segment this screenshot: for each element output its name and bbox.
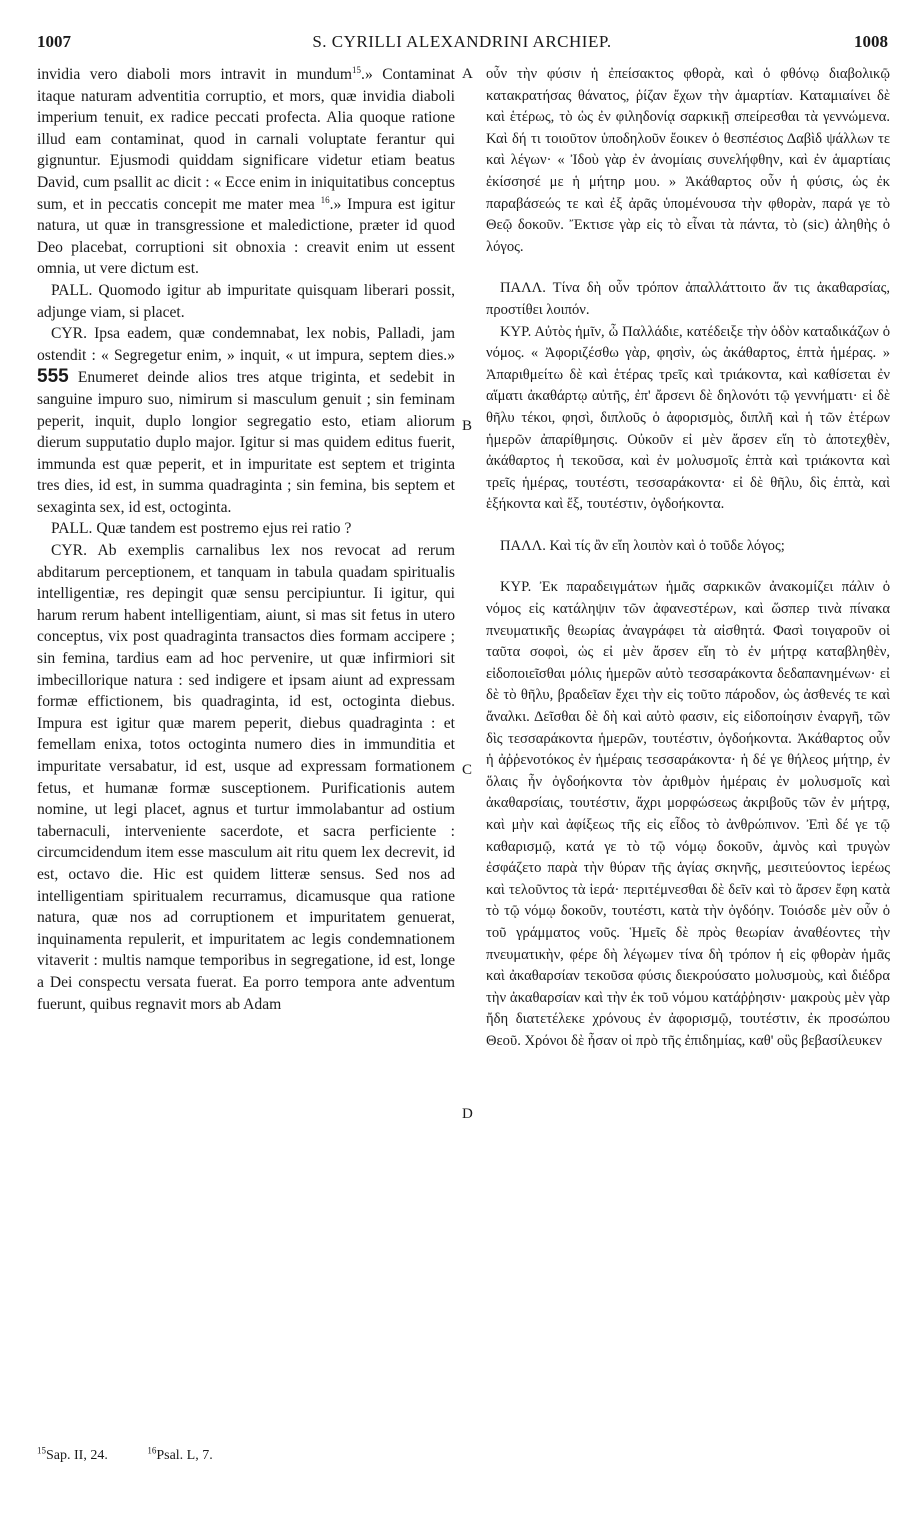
speaker-label: ΠΑΛΛ. [500,280,546,297]
latin-paragraph [37,518,455,540]
paragraph-gap [486,557,890,577]
latin-text: Ab exemplis carnalibus lex nos revocat ad rerum abditarum perceptionem, et tanquam in tabula quadam spiritualis intelligentiæ, res depingit quæ sensu percipiuntur. Ii igitur, qui harum rerum habent intelligentiam, aiunt, si mas sit fetus in utero conceptus, vix post quadraginta transactos dies formam accipere ; sin femina, tardius eam ad hoc pervenire, ut quæ infirmiori sit imbecillorique natura : sed indigere et ipsam aiunt ad expressam formæ effictionem, bis quadraginta, id est, octoginta diebus. Impura est igitur quæ marem peperit, diebus quadraginta : et femellam enixa, totos octoginta numero dies in immunditia et impuritate versabatur, id est, usque ad expressam formationem fetus, et humanæ formæ susceptionem. Purificationis autem nomine, ut legi placet, agnus et turtur immolabantur ad ostium tabernaculi, interveniente sacerdote, et sacra perficiente : circumcidendum item esse masculum ait ritu quem lex decrevit, id est, octavo die. Hic est quidem litteræ sensus. Sed nos ad intelligentiam spiritualem recurramus, dicamusque qua ratione natura, quæ nos ad corruptionem et impuritatem genuerat, inquinamenta repulerit, et impuritatem ac legis condemnationem vitaverit : multis namque temporibus in segregatione, id est, longe a Dei conspectu versata fuerat. Ea porro tempora ante adventum fuerunt, quibus regnavit mors ab Adam [37,542,455,1013]
speaker-label: ΠΑΛΛ. [500,537,546,554]
running-header [0,32,924,62]
footnote-ref: 16 [320,194,330,205]
footnote-text: Sap. II, 24. [46,1448,108,1463]
greek-text: Καὶ τίς ἂν εἴη λοιπὸν καὶ ὁ τοῦδε λόγος; [549,537,785,554]
latin-text: Quomodo igitur ab impuritate quisquam liberari possit, adjunge viam, si placet. [37,281,455,321]
footnote-text: Psal. L, 7. [156,1448,213,1463]
greek-paragraph [486,536,890,558]
greek-paragraph [486,322,890,516]
greek-paragraph [486,278,890,321]
footnote-number: 15 [37,1445,46,1456]
speaker-label: ΚΥΡ. [500,323,532,340]
margin-marker-c: C [462,762,473,778]
paragraph-gap [486,258,890,278]
footnote-16 [147,1445,230,1463]
latin-text: .» Contaminat itaque naturam adventitia corruptio, et mors, quæ invidia diaboli imperium tenuit, ex radice peccati profecta. Alia quoque ratione illud eam contaminat, quod in carnali voluptate ferantur qui gignuntur. Ejusmodi quiddam significare videtur etiam beatus David, cum psallit ac dicit : « Ecce enim in iniquitatibus conceptus sum, et in peccatis concepit me mater mea [37,66,455,213]
latin-text: invidia vero diaboli mors intravit in mundum [37,66,353,83]
latin-paragraph [37,280,455,323]
greek-paragraph [486,577,890,1052]
speaker-label: CYR. [51,325,87,343]
margin-marker-b: B [462,418,473,434]
greek-text: Ἐκ παραδειγμάτων ἡμᾶς σαρκικῶν ἀνακομίζει πάλιν ὁ νόμος εἰς κατάληψιν τῶν ἀφανεστέρων, καὶ ὥσπερ τινὰ πίνακα πνευματικῆς θεωρίας ἀναγράφει τὰ αἰσθητά. Φασὶ τοιγαροῦν οἱ ταῦτα σοφοὶ, ὡς εἰ μὲν ἄρσεν εἴη τὸ ἐν μήτρᾳ καταβληθὲν, εἰδοποιεῖσθαι μόλις ἡμερῶν αὐτὸ τεσσαράκοντα δεδαπανημένων· εἰ δὲ τὸ θῆλυ, βραδεῖαν ἔχει τὴν εἰς τοῦτο πάροδον, ὡς ἀσθενές τε καὶ ἄναλκι. Δεῖσθαι δὲ δὴ καὶ αὐτὸ φασιν, εἰς εἰδοποίησιν ἐναργῆ, τῶν δὶς τεσσαράκοντα ἡμερῶν, τουτέστιν, ὀγδοήκοντα. Ἀκάθαρτος οὖν ἡ ἀῤῥενοτόκος ἐν ἡμέραις τεσσαράκοντα· ἡ δέ γε θήλεος μήτηρ, ἐν ὅλαις ἦν ὀγδοήκοντα τὸν ἀριθμὸν ἡμέραις ἐν μολυσμοῖς καὶ ἀκαθαρσίαις, τουτέστιν, ἄχρι μορφώσεως ἀκριβοῦς τῶν ἐν μήτρᾳ, καὶ μὴν καὶ ἀφίξεως τῆς εἰς εἶδος τὸ ἀνθρώπινον. Ἐπὶ δέ γε τῷ καθαρισμῷ, κατά γε τὸ τῷ νόμῳ δοκοῦν, ἀμνὸς καὶ τρυγὼν ἐσφάζετο παρὰ τὴν θύραν τῆς ἁγίας σκηνῆς, μεσιτεύοντος ἱερέως καὶ τελοῦντος τὰ ἱερά· περιτέμνεσθαι δὲ δεῖν καὶ τὸ ἄρσεν ἔφη κατὰ τὸ τῷ νόμῳ δοκοῦν, τουτέστι, κατὰ τὴν ὀγδόην. Τοιόσδε μὲν οὖν ὁ τοῦ γράμματος νοῦς. Ἡμεῖς δὲ πρὸς θεωρίαν ἀναθέοντες τὴν πνευματικὴν, φέρε δὴ λέγωμεν τίνα δὴ τρόπον ἡ εἰς φθορὰν ἡμᾶς καὶ ἀκαθαρσίαν τεκοῦσα φύσις διεκρούσατο μολυσμοὺς, καὶ διέδρα τὴν ἀκαθαρσίαν καὶ τὴν ἐκ τοῦ νόμου κατάῤῥησιν· μακροὺς μὲν γὰρ ἤδη διατετέλεκε χρόνους ἐν ἀφορισμῷ, τουτέστιν, ἐκ προσώπου Θεοῦ. Χρόνοι δὲ ἦσαν οἱ πρὸ τῆς ἐπιδημίας, καθ' οὓς βεβασίλευκεν [486,579,891,1049]
greek-text: Αὐτὸς ἡμῖν, ὦ Παλλάδιε, κατέδειξε τὴν ὁδὸν καταδικάζων ὁ νόμος. « Ἀφοριζέσθω γὰρ, φησὶν, ὡς ἀκάθαρτος, ἑπτὰ ἡμέρας. » Ἀπαριθμείτω δὲ καὶ ἑτέρας τρεῖς καὶ τριάκοντα, καὶ καθίσεται ἐν αἵματι ἀκαθάρτῳ αὐτῆς, ἐπ' ἄρσενι δὲ δηλονότι τῷ γεννήματι· εἰ δὲ θῆλυ τέκοι, φησὶ, διπλοῦς ὁ ἀφορισμὸς, διπλῆ καὶ ἡ τῶν ἑτέρων ἡμερῶν ἀπαρίθμησις. Οὐκοῦν εἰ μὲν ἄρσεν εἴη τὸ ἀποτεχθὲν, ἀκάθαρτος ἡ τεκοῦσα, καὶ ἐν μολυσμοῖς ἑπτὰ καὶ τριάκοντα καὶ τρεῖς ἡμέρας, τουτέστι, τεσσαράκοντα· εἰ δὲ θῆλυ, δὶς ἑπτὰ, καὶ ἑξήκοντα καὶ ἕξ, τουτέστιν, ὀγδοήκοντα. [486,323,891,513]
speaker-label: PALL. [51,520,93,538]
footnotes [37,1445,249,1464]
greek-paragraph: οὖν τὴν φύσιν ἡ ἐπείσακτος φθορὰ, καὶ ὁ φθόνῳ διαβολικῷ κατακρατήσας θάνατος, ῥίζαν ἔχων τὴν ἁμαρτίαν. Καταμιαίνει δὲ καὶ ἑτέρως, τὸ ὡς ἐν φιληδονίᾳ σαρκικῇ σπείρεσθαι τὰ γεννώμενα. Καὶ δή τι τοιοῦτον ὑποδηλοῦν ἔοικεν ὁ θεσπέσιος Δαβὶδ ψάλλων τε καὶ λέγων· « Ἰδοὺ γὰρ ἐν ἀνομίαις συνελήφθην, καὶ ἐν ἁμαρτίαις ἐκίσσησέ με ἡ μήτηρ μου. » Ἀκάθαρτος οὖν ἡ φύσις, ὡς ἐκ παραβάσεώς τε καὶ ἐξ ἀρᾶς ὑπομένουσα τὴν φθορὰν, παρά γε τὸ Θεῷ δοκοῦν. Ἔκτισε γὰρ εἰς τὸ εἶναι τὰ πάντα, τὸ (sic) ἀληθὴς ὁ λόγος. [486,66,890,255]
margin-marker-a: A [462,66,473,82]
latin-paragraph [37,540,455,1015]
latin-paragraph [37,64,455,280]
footnote-ref: 15 [352,64,362,75]
margin-marker-d: D [462,1106,473,1122]
latin-text: Ipsa eadem, quæ condemnabat, lex nobis, Palladi, jam ostendit : « Segregetur enim, » inquit, « ut impura, septem dies.» [37,325,455,364]
latin-text: Quæ tandem est postremo ejus rei ratio ? [96,520,352,538]
page-number-right: 1008 [854,32,888,51]
migne-page-number: 555 [37,366,69,388]
running-title: S. CYRILLI ALEXANDRINI ARCHIEP. [312,32,612,51]
footnote-15 [37,1445,126,1463]
latin-text: Enumeret deinde alios tres atque triginta, et sedebit in sanguine impuro suo, nimirum si masculum genuit ; sin feminam peperit, inquit, duplo longior segregatio esto, etiam aliorum dierum supputatio duplo major. Igitur si mas quidem editus fuerit, immunda est quæ peperit, et in impuritate est septem et triginta tres dies, id est, in summa quadraginta ; sin femina, bis septem et sexaginta sex, id est, octoginta. [37,369,456,516]
page-number-left: 1007 [37,32,71,51]
greek-column [486,64,890,1053]
footnote-number: 16 [147,1445,157,1456]
latin-paragraph [37,323,455,518]
speaker-label: PALL. [51,281,93,299]
greek-text: Τίνα δὴ οὖν τρόπον ἀπαλλάττοιτο ἄν τις ἀκαθαρσίας, προστίθει λοιπόν. [486,280,891,318]
latin-text: .» Impura est igitur natura, ut quæ in transgressione et maledictione, præter id quod Deo placebat, corruptioni sit obnoxia : creavit enim ut essent omnia, ut vere dictum est. [37,195,455,278]
latin-column [37,64,455,1015]
paragraph-gap [486,516,890,536]
speaker-label: ΚΥΡ. [500,579,532,596]
speaker-label: CYR. [51,542,87,560]
